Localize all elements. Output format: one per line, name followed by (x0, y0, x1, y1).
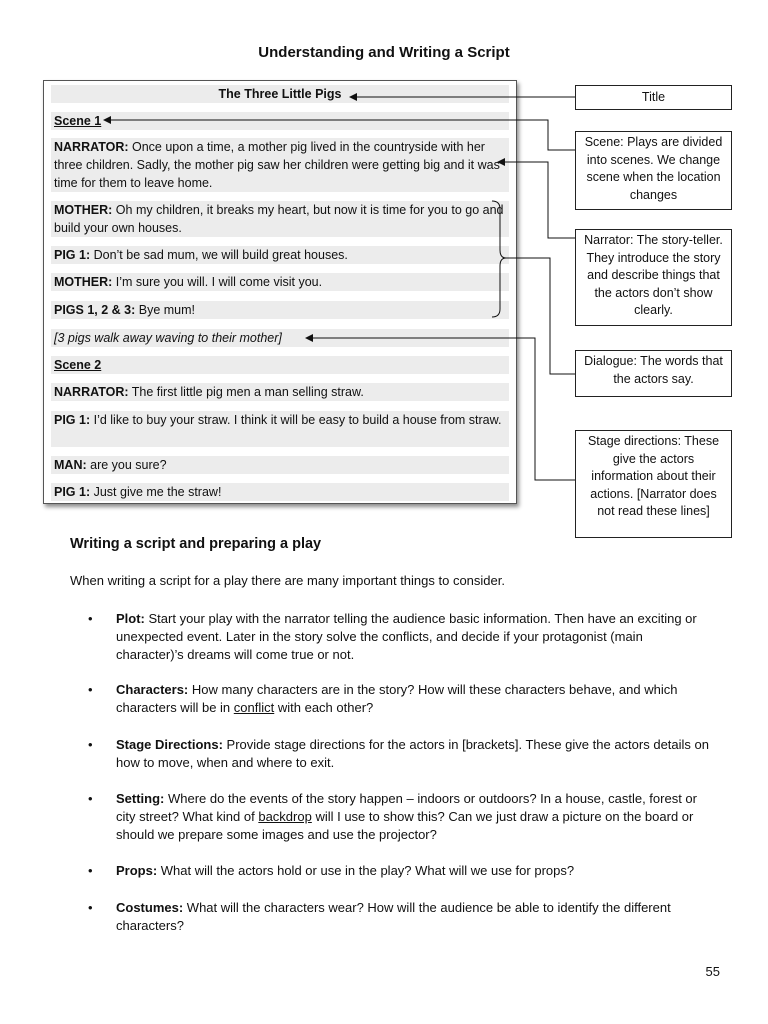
speaker: PIGS 1, 2 & 3: (54, 303, 136, 317)
speaker: PIG 1: (54, 248, 91, 262)
bullet-icon: • (88, 611, 93, 626)
script-title: The Three Little Pigs (51, 85, 509, 103)
bullet-icon: • (88, 682, 93, 697)
callout-narrator: Narrator: The story-teller. They introduce the story and describe things that the actors don’t show clearly. (575, 229, 732, 326)
section-intro: When writing a script for a play there are many important things to consider. (70, 573, 505, 588)
script-line (51, 138, 509, 192)
script-line (51, 201, 509, 237)
scene-heading: Scene 2 (51, 356, 509, 374)
speaker: NARRATOR: (54, 140, 129, 154)
script-line (51, 301, 509, 319)
callout-title: Title (575, 85, 732, 110)
dialogue-text: I’m sure you will. I will come visit you. (112, 275, 323, 289)
section-heading: Writing a script and preparing a play (70, 536, 322, 552)
underlined-term: backdrop (258, 809, 312, 824)
callout-scene: Scene: Plays are divided into scenes. We change scene when the location changes (575, 131, 732, 210)
dialogue-text: Bye mum! (135, 303, 196, 317)
item-text: What will the characters wear? How will the audience be able to identify the different characters? (116, 900, 671, 933)
bullet-icon: • (88, 791, 93, 806)
dialogue-text: Once upon a time, a mother pig lived in the countryside with her three children. Sadly, the mother pig saw her children were getting big and it was time for them to leave home. (54, 140, 500, 190)
item-text: How many characters are in the story? How will these characters behave, and which characters will be in (116, 682, 678, 715)
page-number: 55 (705, 964, 720, 979)
item-text: What will the actors hold or use in the play? What will we use for props? (157, 863, 575, 878)
dialogue-text: Oh my children, it breaks my heart, but now it is time for you to go and build your own houses. (54, 203, 504, 235)
speaker: MOTHER: (54, 203, 113, 217)
script-line (51, 411, 509, 447)
speaker: PIG 1: (54, 485, 91, 499)
item-label: Characters: (116, 682, 189, 697)
script-line (51, 246, 509, 264)
script-line (51, 483, 509, 501)
script-line (51, 273, 509, 291)
item-text: with each other? (274, 700, 374, 715)
item-label: Setting: (116, 791, 165, 806)
dialogue-text: Don’t be sad mum, we will build great houses. (90, 248, 348, 262)
bullet-icon: • (88, 900, 93, 915)
stage-direction: [3 pigs walk away waving to their mother] (51, 329, 509, 347)
item-label: Stage Directions: (116, 737, 223, 752)
item-text: Where do the events of the story happen – indoors or outdoors? In a house, castle, forest or city street? What kind of (116, 791, 697, 824)
dialogue-text: are you sure? (86, 458, 167, 472)
page-title: Understanding and Writing a Script (258, 44, 510, 61)
speaker: MOTHER: (54, 275, 113, 289)
script-line (51, 456, 509, 474)
item-label: Costumes: (116, 900, 184, 915)
item-label: Props: (116, 863, 158, 878)
callout-dialogue: Dialogue: The words that the actors say. (575, 350, 732, 397)
dialogue-text: The first little pig men a man selling straw. (128, 385, 364, 399)
speaker: PIG 1: (54, 413, 91, 427)
callout-stage-directions: Stage directions: These give the actors information about their actions. [Narrator does not read these lines] (575, 430, 732, 538)
item-label: Plot: (116, 611, 145, 626)
script-excerpt-box (43, 80, 517, 504)
bullet-icon: • (88, 737, 93, 752)
script-line (51, 383, 509, 401)
item-text: will I use to show this? Can we just draw a picture on the board or should we prepare some images and use the projector? (116, 809, 694, 842)
bullet-icon: • (88, 863, 93, 878)
dialogue-text: Just give me the straw! (90, 485, 222, 499)
scene-heading: Scene 1 (51, 112, 509, 130)
item-text: Start your play with the narrator telling the audience basic information. Then have an exciting or unexpected event. Later in the story solve the conflicts, and decide if your protagonist (main character)’s dreams will come true or not. (116, 611, 697, 662)
speaker: MAN: (54, 458, 87, 472)
item-text: Provide stage directions for the actors in [brackets]. These give the actors details on how to move, when and where to exit. (116, 737, 709, 770)
underlined-term: conflict (233, 700, 275, 715)
speaker: NARRATOR: (54, 385, 129, 399)
dialogue-text: I’d like to buy your straw. I think it will be easy to build a house from straw. (90, 413, 502, 427)
